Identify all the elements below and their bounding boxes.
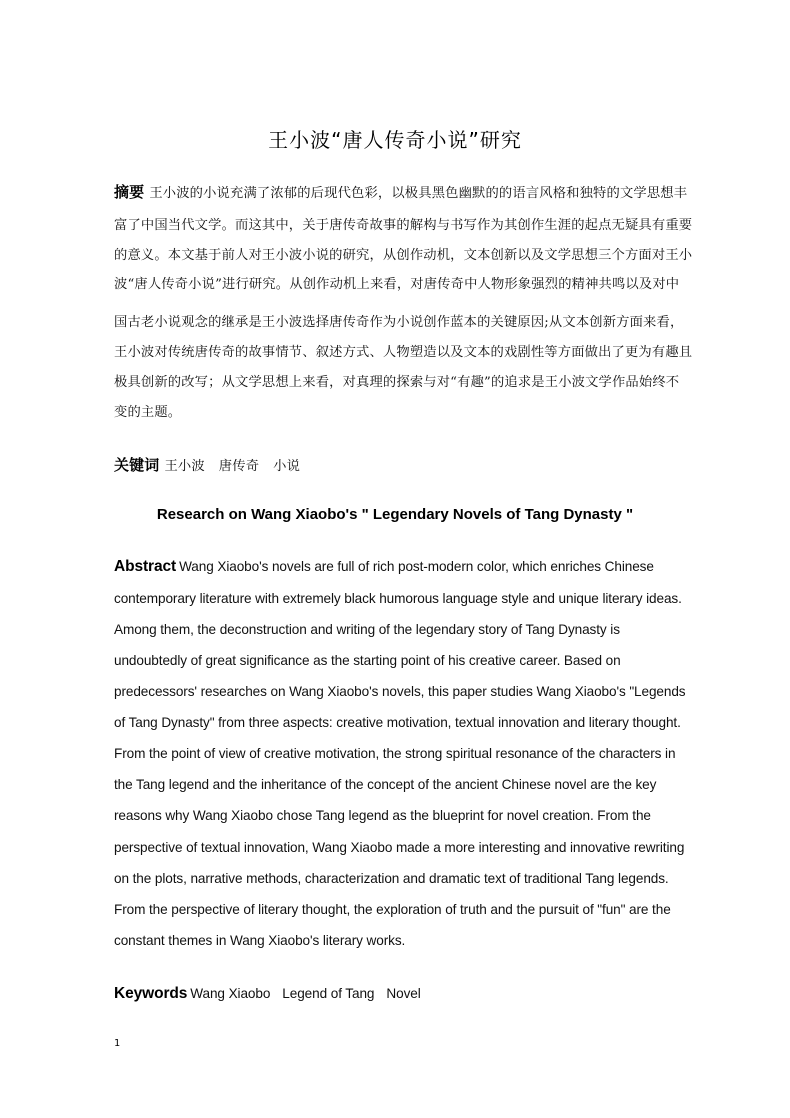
en-abstract-line: predecessors' researches on Wang Xiaobo's novels, this paper studies Wang Xiaobo's "Legends: [114, 684, 686, 699]
cn-abstract-line: 国古老小说观念的继承是王小波选择唐传奇作为小说创作蓝本的关键原因;从文本创新方面来看，: [114, 315, 684, 330]
cn-abstract-line: 极具创新的改写；从文学思想上来看，对真理的探索与对“有趣”的追求是王小波文学作品始终不: [114, 375, 680, 390]
en-abstract-line: From the perspective of literary thought, the exploration of truth and the pursuit of "fun" are the: [114, 902, 671, 917]
en-abstract-label: Abstract: [114, 558, 177, 575]
cn-keyword: 小说: [273, 459, 301, 474]
en-abstract-line: constant themes in Wang Xiaobo's literary works.: [114, 933, 406, 948]
en-abstract-line: on the plots, narrative methods, characterization and dramatic text of traditional Tang legends.: [114, 871, 669, 886]
page-number: 1: [114, 1038, 121, 1049]
cn-keyword: 唐传奇: [218, 459, 260, 474]
cn-abstract-line: 王小波对传统唐传奇的故事情节、叙述方式、人物塑造以及文本的戏剧性等方面做出了更为有趣且: [114, 345, 693, 360]
en-abstract-line: [114, 558, 654, 576]
en-keyword: Novel: [386, 986, 421, 1001]
cn-keywords: [114, 454, 300, 475]
cn-abstract-line: 波“唐人传奇小说”进行研究。从创作动机上来看，对唐传奇中人物形象强烈的精神共鸣以及对中: [114, 277, 680, 292]
cn-abstract-line: [114, 181, 687, 202]
chinese-title: 王小波“唐人传奇小说”研究: [268, 128, 522, 152]
en-abstract-line: the Tang legend and the inheritance of the concept of the ancient Chinese novel are the key: [114, 777, 657, 792]
en-abstract-line: From the point of view of creative motivation, the strong spiritual resonance of the characters in: [114, 746, 676, 761]
en-abstract-line: undoubtedly of great significance as the starting point of his creative career. Based on: [114, 653, 621, 668]
en-keywords-label: Keywords: [114, 985, 188, 1002]
cn-abstract-text: 王小波的小说充满了浓郁的后现代色彩，以极具黑色幽默的的语言风格和独特的文学思想丰: [149, 186, 688, 201]
en-keywords: [114, 985, 421, 1003]
en-abstract-line: perspective of textual innovation, Wang Xiaobo made a more interesting and innovative rewriting: [114, 840, 685, 855]
cn-abstract-line: 富了中国当代文学。而这其中，关于唐传奇故事的解构与书写作为其创作生涯的起点无疑具有重要: [114, 218, 693, 233]
en-keyword: Wang Xiaobo: [190, 986, 271, 1001]
english-title: Research on Wang Xiaobo's " Legendary Novels of Tang Dynasty ": [156, 506, 634, 523]
en-abstract-line: of Tang Dynasty" from three aspects: creative motivation, textual innovation and literary thought.: [114, 715, 681, 730]
en-abstract-text: Wang Xiaobo's novels are full of rich post-modern color, which enriches Chinese: [179, 559, 654, 574]
cn-abstract-line: 变的主题。: [114, 405, 182, 420]
cn-keyword: 王小波: [164, 459, 205, 474]
en-keyword: Legend of Tang: [282, 986, 375, 1001]
en-abstract-line: reasons why Wang Xiaobo chose Tang legend as the blueprint for novel creation. From the: [114, 808, 651, 823]
cn-abstract-line: 的意义。本文基于前人对王小波小说的研究，从创作动机，文本创新以及文学思想三个方面对王小: [114, 248, 693, 263]
cn-keywords-label: 关键词: [114, 456, 160, 474]
cn-abstract-label: 摘要: [114, 183, 145, 201]
en-abstract-line: contemporary literature with extremely black humorous language style and unique literary ideas.: [114, 591, 682, 606]
en-abstract-line: Among them, the deconstruction and writing of the legendary story of Tang Dynasty is: [114, 622, 620, 637]
